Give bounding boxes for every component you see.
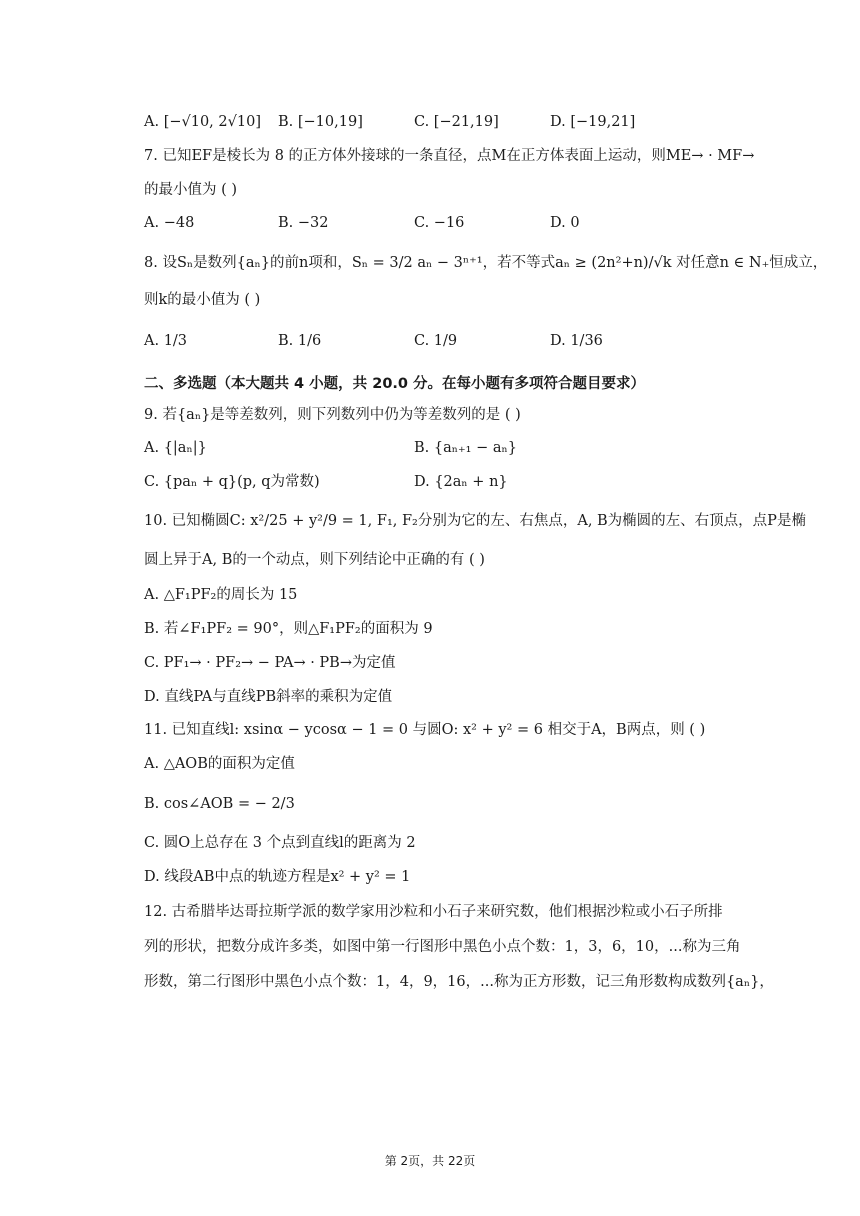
q7-option-b: B. −32 xyxy=(278,215,329,231)
q11-option-b: B. cos∠AOB = − 2/3 xyxy=(144,796,295,812)
q6-option-c: C. [−21,19] xyxy=(414,114,499,130)
q8-stem-line2: 则k的最小值为 ( ) xyxy=(144,292,261,308)
q10-option-d: D. 直线PA与直线PB斜率的乘积为定值 xyxy=(144,689,393,705)
q10-stem-line2: 圆上异于A, B的一个动点，则下列结论中正确的有 ( ) xyxy=(144,552,485,568)
q7-option-d: D. 0 xyxy=(550,215,580,231)
q10-option-b: B. 若∠F₁PF₂ = 90°，则△F₁PF₂的面积为 9 xyxy=(144,621,433,637)
q9-option-c: C. {paₙ + q}(p, q为常数) xyxy=(144,474,320,490)
q7-stem-line2: 的最小值为 ( ) xyxy=(144,182,238,198)
page-footer: 第 2页，共 22页 xyxy=(384,1154,476,1168)
q6-option-a: A. [−√10, 2√10] xyxy=(144,114,261,130)
q10-option-c: C. PF₁→ · PF₂→ − PA→ · PB→为定值 xyxy=(144,655,396,671)
q8-option-c: C. 1/9 xyxy=(414,333,458,349)
q8-option-a: A. 1/3 xyxy=(144,333,188,349)
q11-stem: 11. 已知直线l: xsinα − ycosα − 1 = 0 与圆O: x² + y² = 6 相交于A，B两点，则 ( ) xyxy=(144,722,706,738)
q12-stem-line2: 列的形状，把数分成许多类，如图中第一行图形中黑色小点个数：1，3，6，10，...称为三角 xyxy=(144,939,741,955)
q12-stem-line3: 形数，第二行图形中黑色小点个数：1，4，9，16，...称为正方形数，记三角形数构成数列{aₙ}， xyxy=(144,974,774,990)
q12-stem-line1: 12. 古希腊毕达哥拉斯学派的数学家用沙粒和小石子来研究数，他们根据沙粒或小石子所排 xyxy=(144,904,723,920)
q10-option-a: A. △F₁PF₂的周长为 15 xyxy=(144,587,298,603)
q8-stem-line1: 8. 设Sₙ是数列{aₙ}的前n项和，Sₙ = 3/2 aₙ − 3ⁿ⁺¹，若不等式aₙ ≥ (2n²+n)/√k 对任意n ∈ N₊恒成立， xyxy=(144,255,828,271)
q11-option-a: A. △AOB的面积为定值 xyxy=(144,756,295,772)
q8-option-b: B. 1/6 xyxy=(278,333,322,349)
q9-stem: 9. 若{aₙ}是等差数列，则下列数列中仍为等差数列的是 ( ) xyxy=(144,407,521,423)
q9-option-a: A. {|aₙ|} xyxy=(144,440,207,456)
q6-option-b: B. [−10,19] xyxy=(278,114,363,130)
q7-option-a: A. −48 xyxy=(144,215,195,231)
q7-option-c: C. −16 xyxy=(414,215,465,231)
q10-stem-line1: 10. 已知椭圆C: x²/25 + y²/9 = 1, F₁, F₂分别为它的左、右焦点，A, B为椭圆的左、右顶点，点P是椭 xyxy=(144,513,806,529)
q11-option-d: D. 线段AB中点的轨迹方程是x² + y² = 1 xyxy=(144,869,411,885)
q9-option-d: D. {2aₙ + n} xyxy=(414,474,508,490)
q9-option-b: B. {aₙ₊₁ − aₙ} xyxy=(414,440,517,456)
q6-option-d: D. [−19,21] xyxy=(550,114,636,130)
section-2-header: 二、多选题（本大题共 4 小题，共 20.0 分。在每小题有多项符合题目要求） xyxy=(144,376,646,392)
q11-option-c: C. 圆O上总存在 3 个点到直线l的距离为 2 xyxy=(144,835,416,851)
q8-option-d: D. 1/36 xyxy=(550,333,603,349)
q7-stem-line1: 7. 已知EF是棱长为 8 的正方体外接球的一条直径，点M在正方体表面上运动，则ME→ · MF→ xyxy=(144,148,755,164)
